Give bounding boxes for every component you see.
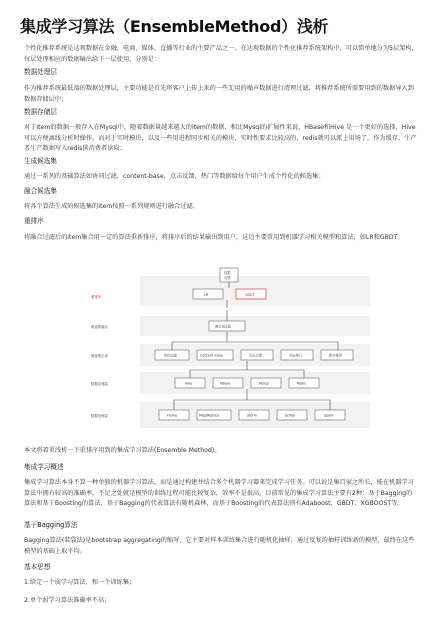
data-layer-paragraph: 作为推荐系统最低端的数据处理层，主要功能是首先将客户上传上来的一些无用的噪声数据进行清理过滤，将推荐系统所需要用到的数据导入到数据存储层中； [24, 85, 414, 103]
gen-label-1: 协同过滤 [164, 353, 178, 358]
model-label-lr: LR [204, 293, 209, 297]
heading-storage-layer: 数据存储层 [24, 108, 57, 116]
architecture-diagram [85, 266, 375, 436]
heading-fuse: 融合候选集 [24, 187, 57, 195]
layer-label-rerank: 重排序 [91, 295, 102, 299]
storage-label-hive: Hive [185, 381, 193, 386]
heading-basic-idea: 基本思想 [24, 563, 51, 571]
generate-paragraph: 通过一系列的基础算法如协同过滤，content-base，点击反馈，热门等数据给每个用户生成个性化的候选集； [24, 173, 325, 180]
architecture-diagram-svg [85, 266, 375, 436]
intro-paragraph: 个性化推荐系统是达观数据在金融、电商、媒体、直播等行业的主要产品之一。在达观数据的个性化推荐系统架构中，可以简单地分为5层架构，每层处理相应的数据输出给下一层使用，分别是： [24, 45, 418, 63]
storage-label-redis: Redis [297, 381, 306, 386]
storage-label-hbase: HBase [220, 381, 231, 386]
feedback-label-2: 反馈 [224, 276, 231, 280]
model-label-gbdt: GBDT [245, 293, 255, 297]
gen-label-5: 新补推荐 [329, 353, 343, 358]
layer-label-process: 数据处理层 [91, 414, 108, 418]
storage-layer-paragraph: 对于item的数据一般存入在Mysql中，随着数据量越来越大的item的数据，相比Mysql的扩展性来说，HBase和Hive 是一个更好的选择，Hive可以方便离线分析时操作。而对于实时模块，以及一些用进程同步相关的模块，实时性要求比较高的，redis就可以派上用场了，作为缓存，生产者生产数据写入redis供消费者读取； [24, 124, 417, 152]
process-label-flume: Flume [167, 413, 178, 418]
layer-label-fuse: 候选集融合 [91, 325, 108, 329]
overview-paragraph: 集成学习算法本身不算一种单独的机器学习算法，而是通过构建并结合多个机器学习器来完成学习任务。可以说是集百家之所长，能在机器学习算法中拥有较高的准确率，不足之处就是模型的训练过程可能比较复杂，效率不是很高。目前常见的集成学习算法主要有2种：基于Bagging的算法和基于Boosting的算法，基于Bagging的代表算法有随机森林，而基于Boosting的代表算法则有Adaboost、GBDT、XGBOOST等。 [24, 479, 414, 507]
heading-bagging: 基于Bagging算法 [24, 521, 78, 529]
gen-label-4: 点击热门 [289, 353, 303, 358]
process-label-storm: Storm [247, 413, 257, 418]
rerank-paragraph: 将融合过滤后的item集合用一定的算法重新排序，将排序后的结果输出到用户，这边主要常用到机器学习相关模型和算法，如LR和GBDT。 [24, 234, 404, 241]
layer-label-storage: 数据存储层 [91, 382, 108, 386]
idea-item-2: 2.单个弱学习算法准确率不高； [24, 597, 111, 604]
gen-label-2: Content -base [200, 353, 224, 358]
process-label-scribe: Scribe [285, 413, 296, 418]
heading-rerank: 重排序 [24, 217, 44, 225]
heading-generate: 生成候选集 [24, 157, 57, 165]
page-title: 集成学习算法（EnsembleMethod）浅析 [20, 17, 329, 36]
bagging-paragraph: Bagging算法(装袋法)是bootstrap aggregating的缩写，它主要对样本训练集合进行随机化抽样，通过反复的抽样训练新的模型，最终在这些模型的基础上取平均。 [24, 537, 415, 555]
process-label-mapreduce: Map/Reduce [199, 413, 220, 418]
row-bg-fuse [140, 316, 370, 336]
fuse-label: 融合&过滤 [215, 324, 231, 329]
fuse-paragraph: 将各个算法生成的候选集的item按照一系列规则进行融合过滤。 [24, 203, 199, 210]
feedback-label-1: 结果 [224, 271, 231, 275]
gen-label-3: 点击反馈 [249, 353, 263, 358]
heading-data-layer: 数据处理层 [24, 68, 57, 76]
after-figure-paragraph: 本文将着重浅析一下重排序用到的集成学习算法(Ensemble Method)。 [24, 447, 221, 454]
heading-overview: 集成学习概述 [24, 463, 64, 471]
layer-label-generate: 候选集生成 [91, 354, 108, 358]
storage-label-mysql: Mysql [259, 381, 269, 386]
process-label-spark: Spark [324, 413, 334, 418]
idea-item-1: 1.给定一个弱学习算法，和一个训练集； [24, 579, 136, 586]
